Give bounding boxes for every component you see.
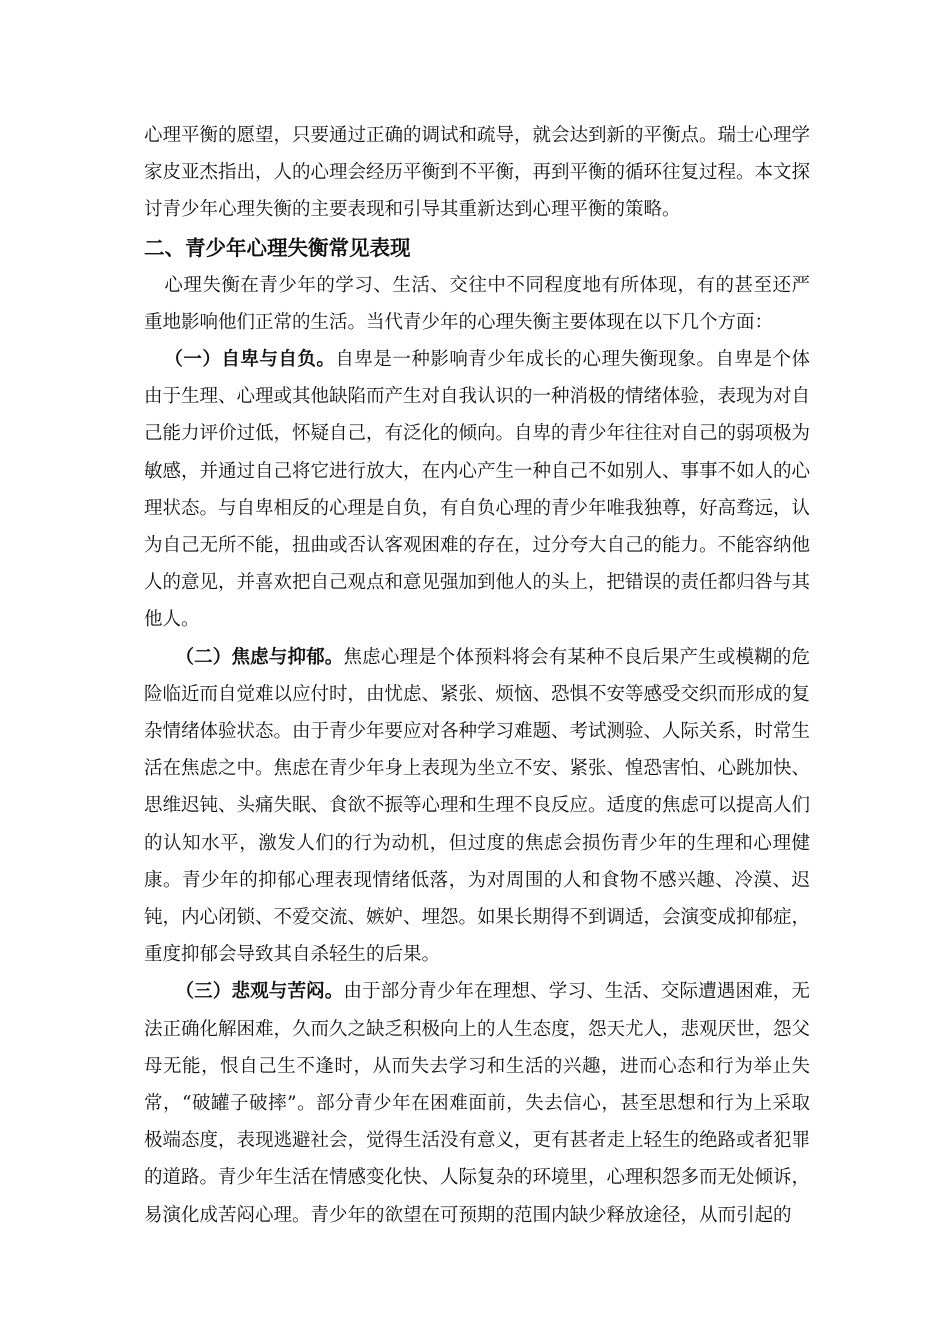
section-heading: 二、青少年心理失衡常见表现 xyxy=(144,235,411,260)
paragraph-item-3 xyxy=(144,973,810,1233)
intro-paragraph: 心理平衡的愿望，只要通过正确的调试和疏导，就会达到新的平衡点。瑞士心理学家皮亚杰指出，人的心理会经历平衡到不平衡，再到平衡的循环往复过程。本文探讨青少年心理失衡的主要表现和引导其重新达到心理平衡的策略。 xyxy=(144,125,811,221)
item-3-lead: （三）悲观与苦闷。 xyxy=(175,981,344,1003)
item-3-text: 由于部分青少年在理想、学习、生活、交际遭遇困难，无法正确化解困难，久而久之缺乏积极向上的人生态度，怨天尤人，悲观厌世，怨父母无能，恨自己生不逢时，从而失去学习和生活的兴趣，进而心态和行为举止失常，“破罐子破摔”。部分青少年在困难面前，失去信心，甚至思想和行为上采取极端态度，表现逃避社会，觉得生活没有意义，更有甚者走上轻生的绝路或者犯罪的道路。青少年生活在情感变化快、人际复杂的环境里，心理积怨多而无处倾诉，易演化成苦闷心理。青少年的欲望在可预期的范围内缺少释放途径，从而引起的 xyxy=(144,981,811,1226)
item-2-text: 焦虑心理是个体预料将会有某种不良后果产生或模糊的危险临近而自觉难以应付时，由忧虑、紧张、烦恼、恐惧不安等感受交织而形成的复杂情绪体验状态。由于青少年要应对各种学习难题、考试测验、人际关系，时常生活在焦虑之中。焦虑在青少年身上表现为坐立不安、紧张、惶恐害怕、心跳加快、思维迟钝、头痛失眠、食欲不振等心理和生理不良反应。适度的焦虑可以提高人们的认知水平，激发人们的行为动机，但过度的焦虑会损伤青少年的生理和心理健康。青少年的抑郁心理表现情绪低落，为对周围的人和食物不感兴趣、冷漠、迟钝，内心闭锁、不爱交流、嫉妒、埋怨。如果长期得不到调适，会演变成抑郁症，重度抑郁会导致其自杀轻生的后果。 xyxy=(144,646,811,966)
item-1-text: 自卑是一种影响青少年成长的心理失衡现象。自卑是个体由于生理、心理或其他缺陷而产生对自我认识的一种消极的情绪体验，表现为对自己能力评价过低，怀疑自己，有泛化的倾向。自卑的青少年往往对自己的弱项极为敏感，并通过自己将它进行放大，在内心产生一种自己不如别人、事事不如人的心理状态。与自卑相反的心理是自负，有自负心理的青少年唯我独尊，好高骛远，认为自己无所不能，扭曲或否认客观困难的存在，过分夸大自己的能力。不能容纳他人的意见，并喜欢把自己观点和意见强加到他人的头上，把错误的责任都归咎与其他人。 xyxy=(144,349,811,631)
document-body xyxy=(144,117,810,1234)
section-intro-paragraph: 心理失衡在青少年的学习、生活、交往中不同程度地有所体现，有的甚至还严重地影响他们正常的生活。当代青少年的心理失衡主要体现在以下几个方面： xyxy=(144,274,810,333)
paragraph-item-2 xyxy=(144,639,810,974)
item-2-lead: （二）焦虑与抑郁。 xyxy=(175,646,344,668)
paragraph-item-1 xyxy=(144,341,810,639)
item-1-lead: （一）自卑与自负。 xyxy=(164,349,336,371)
